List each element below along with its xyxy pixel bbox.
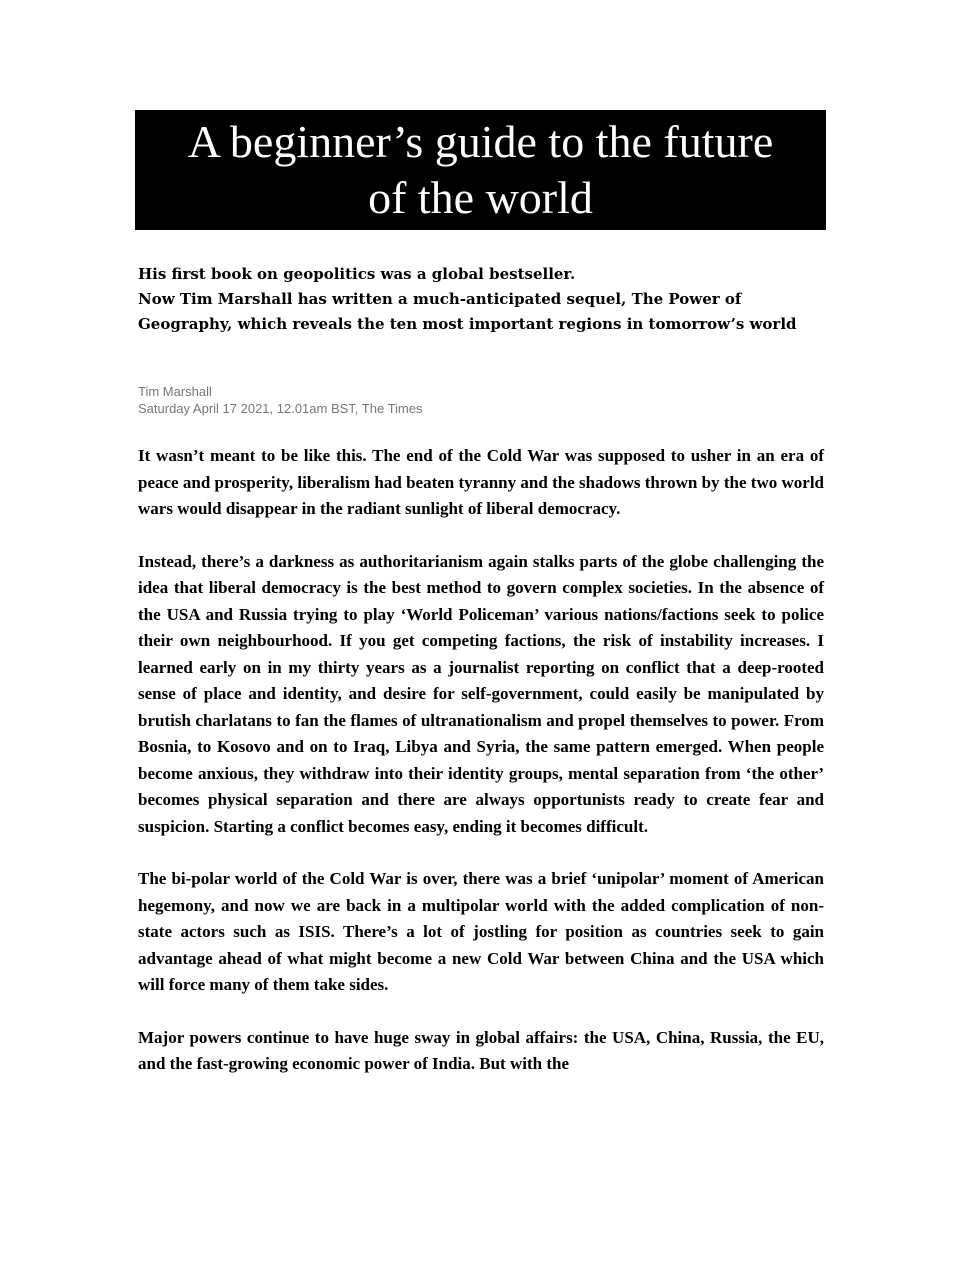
body-paragraph: Major powers continue to have huge sway in global affairs: the USA, China, Russia, the EU, and the fast-growing economic power of India. But with the bbox=[138, 1027, 824, 1073]
body-paragraph: Instead, there’s a darkness as authoritarianism again stalks parts of the globe challenging the idea that liberal democracy is the best method to govern complex societies. In the absence of the USA and Russia trying to play ‘World Policeman’ various nations/factions seek to police their own neighbourhood. If you get competing factions, the risk of instability increases. I learned early on in my thirty years as a journalist reporting on conflict that a deep-rooted sense of place and identity, and desire for self-government, could easily be manipulated by brutish charlatans to fan the flames of ultranationalism and propel themselves to power. From Bosnia, to Kosovo and on to Iraq, Libya and Syria, the same pattern emerged. When people become anxious, they withdraw into their identity groups, mental separation from ‘the other’ becomes physical separation and there are always opportunists ready to create fear and suspicion. Starting a conflict becomes easy, ending it becomes difficult. bbox=[138, 551, 824, 836]
article-body bbox=[138, 443, 824, 1104]
body-paragraph: The bi-polar world of the Cold War is over, there was a brief ‘unipolar’ moment of American hegemony, and now we are back in a multipolar world with the added complication of non-state actors such as ISIS. There’s a lot of jostling for position as countries seek to gain advantage ahead of what might become a new Cold War between China and the USA which will force many of them take sides. bbox=[138, 869, 824, 994]
title-banner bbox=[135, 110, 826, 230]
article-standfirst: His first book on geopolitics was a global bestseller. Now Tim Marshall has written a much-anticipated sequel, The Power of Geography, which reveals the ten most important regions in tomorrow’s world bbox=[138, 265, 797, 333]
dateline: Saturday April 17 2021, 12.01am BST, The Times bbox=[138, 401, 423, 416]
article-title: A beginner’s guide to the future of the world bbox=[187, 116, 774, 223]
author-name: Tim Marshall bbox=[138, 384, 212, 399]
byline bbox=[138, 383, 738, 417]
body-paragraph: It wasn’t meant to be like this. The end of the Cold War was supposed to usher in an era of peace and prosperity, liberalism had beaten tyranny and the shadows thrown by the two world wars would disappear in the radiant sunlight of liberal democracy. bbox=[138, 446, 824, 518]
